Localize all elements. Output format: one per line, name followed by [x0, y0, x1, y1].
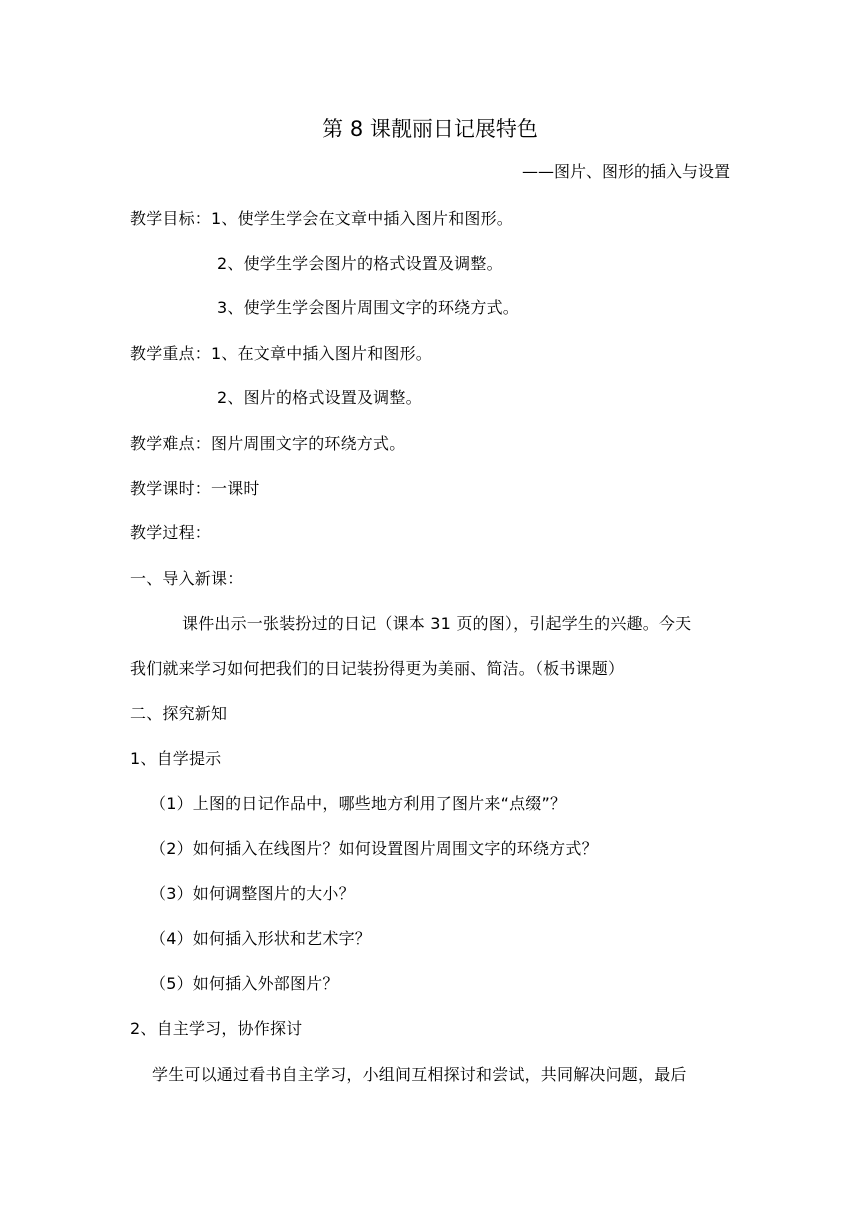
section-heading: 二、探究新知 — [130, 704, 228, 723]
teaching-goals-line-1 — [130, 209, 513, 229]
paragraph-line: 我们就来学习如何把我们的日记装扮得更为美丽、简洁。（板书课题） — [130, 659, 625, 678]
teaching-process: 教学过程： — [130, 523, 212, 542]
teaching-hours: 教学课时：一课时 — [130, 479, 260, 498]
teaching-goal-item: 1、使学生学会在文章中插入图片和图形。 — [211, 209, 513, 228]
section-heading: 一、导入新课： — [130, 569, 244, 588]
teaching-goals-label: 教学目标： — [130, 209, 212, 228]
key-points-label: 教学重点： — [130, 344, 212, 363]
lesson-subtitle: ——图片、图形的插入与设置 — [521, 162, 730, 181]
question-item: （5）如何插入外部图片？ — [150, 974, 339, 993]
teaching-goal-item: 3、使学生学会图片周围文字的环绕方式。 — [217, 298, 519, 317]
paragraph-line: 课件出示一张装扮过的日记（课本 31 页的图），引起学生的兴趣。今天 — [182, 614, 692, 633]
question-item: （2）如何插入在线图片？如何设置图片周围文字的环绕方式？ — [150, 839, 598, 858]
subsection-heading: 2、自主学习，协作探讨 — [130, 1019, 303, 1038]
key-point-item: 1、在文章中插入图片和图形。 — [211, 344, 432, 363]
key-point-item: 2、图片的格式设置及调整。 — [217, 388, 422, 407]
subsection-heading: 1、自学提示 — [130, 749, 222, 768]
question-item: （1）上图的日记作品中，哪些地方利用了图片来“点缀”？ — [150, 794, 567, 813]
teaching-difficulty: 教学难点：图片周围文字的环绕方式。 — [130, 434, 406, 453]
key-points-line-1 — [130, 344, 432, 364]
question-item: （4）如何插入形状和艺术字？ — [150, 929, 371, 948]
teaching-goal-item: 2、使学生学会图片的格式设置及调整。 — [217, 254, 503, 273]
paragraph-line: 学生可以通过看书自主学习，小组间互相探讨和尝试，共同解决问题，最后 — [152, 1065, 687, 1084]
lesson-title: 第 8 课靓丽日记展特色 — [322, 117, 538, 141]
question-item: （3）如何调整图片的大小？ — [150, 884, 355, 903]
